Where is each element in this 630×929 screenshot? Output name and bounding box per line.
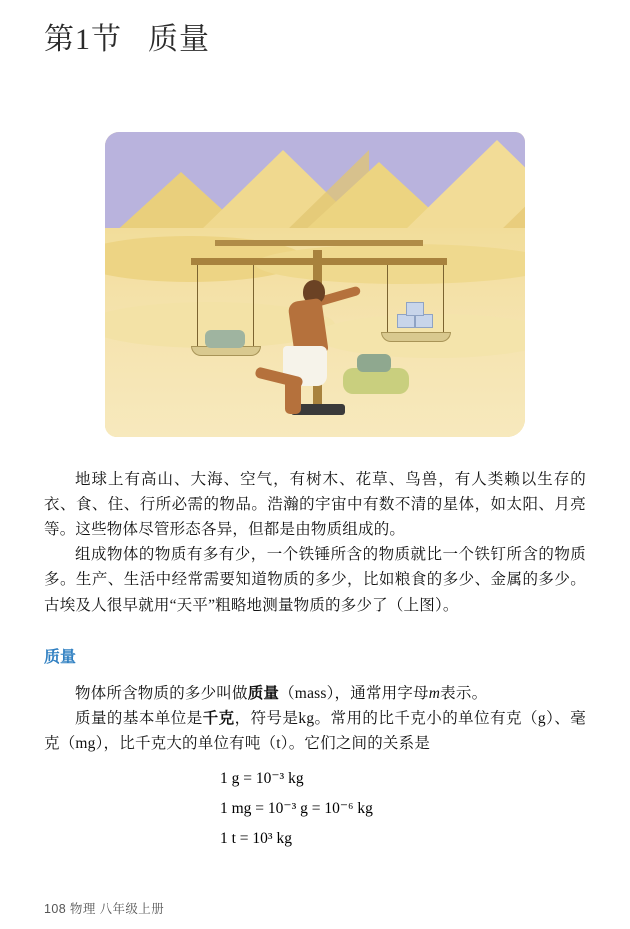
sp1-part1: 物体所含物质的多少叫做: [75, 684, 248, 702]
person-leg: [285, 378, 301, 414]
weight-block: [415, 314, 433, 328]
sp1-part3: 表示。: [440, 684, 488, 702]
pyramid-shade: [497, 140, 525, 234]
paragraph-1: 地球上有高山、大海、空气，有树木、花草、鸟兽，有人类赖以生存的衣、食、住、行所必需的物品。浩瀚的宇宙中有数不清的星体，如太阳、月亮等。这些物体尽管形态各异，但都是由物质组成的。: [44, 471, 586, 539]
section-paragraph-2: [44, 706, 586, 756]
body-text: [44, 467, 586, 618]
illustration-egyptian-balance: [105, 132, 525, 437]
sp2-part1: 质量的基本单位是: [75, 709, 203, 727]
section-heading-mass: 质量: [44, 648, 77, 666]
page-title: [44, 0, 586, 58]
page-title-section: 第1节: [44, 23, 122, 56]
illustration-frame: [105, 132, 525, 437]
paragraph-2: 组成物体的物质有多有少，一个铁锤所含的物质就比一个铁钉所含的物质多。生产、生活中经常需要知道物质的多少，比如粮食的多少、金属的多少。古埃及人很早就用“天平”粗略地测量物质的多少了（上图）。: [44, 546, 586, 614]
formula-line: 1 g = 10⁻³ kg: [220, 769, 304, 787]
weight-block: [406, 302, 424, 316]
ox-figurine-left: [205, 330, 245, 348]
balance-pan-right: [381, 332, 451, 342]
formula-line: 1 mg = 10⁻³ g = 10⁻⁶ kg: [220, 800, 373, 818]
sp1-part2: （mass），通常用字母: [279, 684, 429, 702]
balance-string: [197, 265, 198, 347]
balance-string: [387, 265, 388, 333]
page-footer: 108 物理 八年级上册: [44, 902, 165, 916]
section-body: [44, 681, 586, 756]
sp2-bold-term: 千克: [202, 709, 235, 727]
formula-line: 1 t = 10³ kg: [220, 830, 292, 848]
balance-string: [253, 265, 254, 347]
sp1-bold-term: 质量: [247, 684, 280, 702]
balance-upper-beam: [215, 240, 423, 246]
section-paragraph-1: [44, 681, 586, 706]
page-title-name: 质量: [148, 23, 210, 56]
weight-block: [397, 314, 415, 328]
unit-conversion-formulas: [44, 764, 586, 855]
balance-string: [443, 265, 444, 333]
ox-figurine-right: [357, 354, 391, 372]
sp2-part2: ，符号是kg。常用的比千克小的单位有克（g）、毫克（mg），比千克大的单位有吨（t）。它们之间的关系是: [44, 709, 586, 752]
sp1-italic-symbol: m: [428, 684, 441, 702]
